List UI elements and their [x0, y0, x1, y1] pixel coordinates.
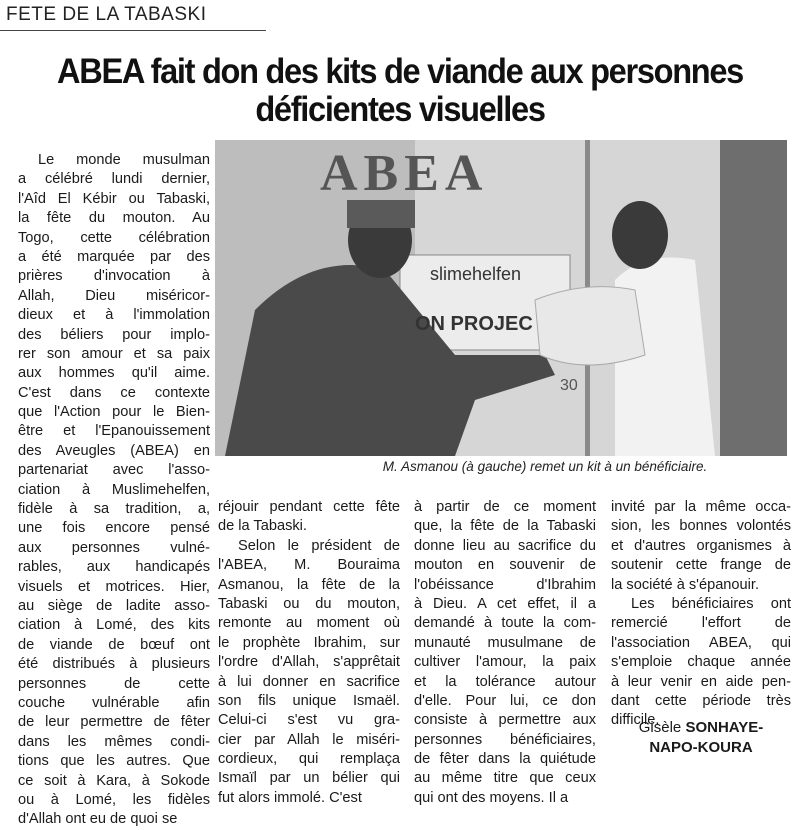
author-last-name-2: NAPO-KOURA: [649, 739, 753, 756]
article-line: C'est dans ce contexte: [18, 384, 210, 401]
article-line: et la tolérance autour: [414, 673, 596, 690]
photo-sign-text: ABEA: [320, 145, 489, 202]
article-line: été distribués à plusieurs: [18, 656, 210, 673]
article-line: Allah, Dieu miséricor-: [18, 287, 210, 304]
article-line: être et l'Epanouissement: [18, 423, 210, 440]
article-line: à leur venir en aide pen-: [611, 673, 791, 690]
article-line: sion, les bonnes volontés: [611, 518, 791, 535]
article-line: au même titre que ceux: [414, 770, 596, 787]
article-line: l'obéissance d'Ibrahim: [414, 576, 596, 593]
article-line: tions que les autres. Que: [18, 753, 210, 770]
article-line: prières d'invocation à: [18, 268, 210, 285]
article-line: cultiver l'amour, la paix: [414, 654, 596, 671]
photo-caption: M. Asmanou (à gauche) remet un kit à un bénéficiaire.: [382, 459, 708, 474]
article-line: l'association ABEA, qui: [611, 634, 791, 651]
article-line: à lui donner en sacrifice: [218, 673, 400, 690]
headline-line-2: déficientes visuelles: [255, 90, 545, 129]
photo-illustration: [215, 140, 787, 456]
article-column-3: [414, 498, 596, 808]
article-line: partenariat avec l'asso-: [18, 462, 210, 479]
article-line: ciation à Lomé, des kits: [18, 617, 210, 634]
article-line: rer son amour et sa paix: [18, 345, 210, 362]
article-line: demandé à toute la com-: [414, 615, 596, 632]
article-line: aux hommes qu'il aime.: [18, 365, 210, 382]
article-line: Asmanou, la fête de la: [218, 576, 400, 593]
article-line: la société à s'épanouir.: [611, 576, 760, 593]
article-line: visuels et motrices. Hier,: [18, 578, 210, 595]
article-line: à partir de ce moment: [414, 499, 596, 515]
article-line: que l'Action pour le Bien-: [18, 404, 210, 421]
article-line: d'elle. Pour lui, ce don: [414, 692, 596, 709]
article-line: rables, aux handicapés: [18, 559, 210, 576]
article-line: Ismaïl par un bélier qui: [218, 770, 400, 787]
article-line: des béliers pour implo-: [18, 326, 210, 343]
photo-banner-text: slimehelfen: [430, 264, 522, 284]
article-line: aux personnes vulné-: [18, 539, 210, 556]
article-line: le prophète Ibrahim, sur: [218, 634, 400, 651]
article-line: l'ordre d'Allah, s'apprêtait: [218, 654, 400, 671]
article-line: a été marquée par des: [18, 248, 210, 265]
article-photo: [215, 140, 787, 456]
article-line: à Dieu. A cet effet, il a: [414, 595, 596, 612]
article-column-1: [18, 151, 210, 830]
article-line: dieux et à l'immolation: [18, 307, 210, 324]
article-line: de leur permettre de fêter: [18, 714, 210, 731]
article-line: ce soit à Kara, à Sokode: [18, 772, 210, 789]
article-line: Togo, cette célébration: [18, 229, 210, 246]
article-line: cier par Allah le miséri-: [218, 731, 400, 748]
author-last-name-1: SONHAYE-: [685, 719, 764, 736]
article-line: Celui-ci s'est vu gra-: [218, 712, 400, 729]
article-line: Tabaski ou du mouton,: [218, 595, 400, 612]
article-line: l'ABEA, M. Bouraima: [218, 557, 400, 574]
author-byline: [611, 718, 791, 758]
article-line: invité par la même occa-: [611, 499, 791, 515]
article-line: et d'autres organismes à: [611, 537, 791, 554]
article-line: remonte au moment où: [218, 615, 400, 632]
article-line: donne lieu au sacrifice du: [414, 537, 596, 554]
article-line: qui ont des moyens. Il a: [414, 789, 569, 806]
article-line: dant cette période très: [611, 692, 791, 709]
article-line: une fois encore pensé: [18, 520, 210, 537]
article-line: réjouir pendant cette fête: [218, 499, 400, 515]
article-line: munauté musulmane de: [414, 634, 596, 651]
article-line: personnes de cette: [18, 675, 210, 692]
article-line: mouton en souvenir de: [414, 557, 596, 574]
article-line: son fils unique Ismaël.: [218, 692, 400, 709]
article-column-2: [218, 498, 400, 808]
article-line: que, la fête de la Tabaski: [414, 518, 596, 535]
article-line: Le monde musulman: [38, 152, 210, 168]
article-line: de viande de bœuf ont: [18, 636, 210, 653]
article-line: Les bénéficiaires ont: [631, 595, 791, 612]
article-line: d'Allah ont eu de quoi se: [18, 811, 178, 828]
article-line: des Aveugles (ABEA) en: [18, 442, 210, 459]
kicker-underline: [0, 30, 266, 31]
article-line: fidèle à sa tradition, a,: [18, 501, 210, 518]
article-line: remercié l'effort de: [611, 615, 791, 632]
article-line: difficile.: [611, 712, 660, 729]
author-first-name: Gisèle: [638, 719, 682, 736]
photo-banner-text-2: ON PROJEC: [415, 313, 533, 335]
article-line: de la Tabaski.: [218, 518, 307, 535]
article-line: l'Aîd El Kébir ou Tabaski,: [18, 190, 210, 207]
article-line: la fête du mouton. Au: [18, 210, 210, 227]
article-line: soutenir cette frange de: [611, 557, 791, 574]
section-kicker: FETE DE LA TABASKI: [6, 4, 207, 25]
article-line: ciation à Muslimehelfen,: [18, 481, 210, 498]
article-line: cordieux, qui remplaça: [218, 751, 400, 768]
article-line: de fêter dans la quiétude: [414, 751, 596, 768]
headline-line-1: ABEA fait don des kits de viande aux personnes: [57, 52, 743, 91]
article-line: fut alors immolé. C'est: [218, 789, 362, 806]
article-line: s'emploie chaque année: [611, 654, 791, 671]
article-line: ou à Lomé, les fidèles: [18, 791, 210, 808]
photo-banner-text-3: 30: [560, 377, 578, 394]
article-line: Selon le président de: [238, 537, 400, 554]
article-line: a célébré lundi dernier,: [18, 171, 210, 188]
article-column-4: [611, 498, 791, 731]
article-line: dans les mêmes condi-: [18, 733, 210, 750]
article-line: couche vulnérable afin: [18, 694, 210, 711]
article-line: consiste à permettre aux: [414, 712, 596, 729]
article-line: personnes bénéficiaires,: [414, 731, 596, 748]
article-line: au siège de ladite asso-: [18, 597, 210, 614]
